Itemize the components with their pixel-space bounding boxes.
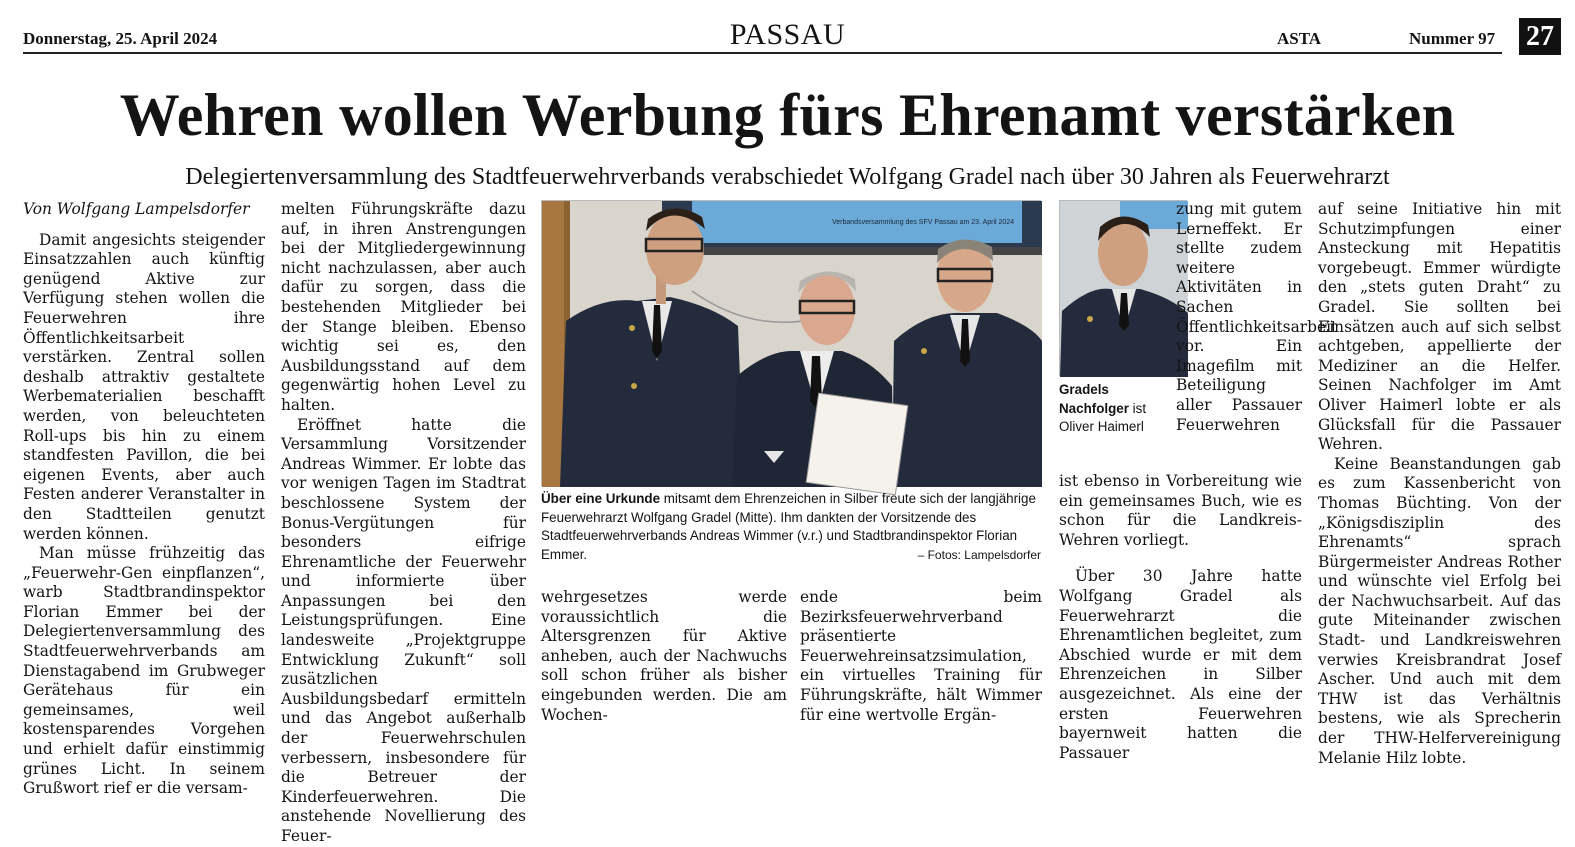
paragraph: Eröffnet hatte die Versammlung Vorsitzender Andreas Wimmer. Er lobte das vor wenigen Tagen im Stadtrat beschlossene System der Bonus-Vergütungen für besonders eifrige Ehrenamtliche der Feuerwehr und informierte über Anpassungen bei den Leistungsprüfungen. Eine landesweite „Projektgruppe Entwicklung Zukunft“ soll zusätzlichen Ausbildungsbedarf ermitteln und das Angebot außerhalb der Feuerwehrschulen verbessern, insbesondere für die Betreuer der Kinderfeuerwehren. Die anstehende Novellierung des Feuer- <box>281 415 526 845</box>
edition-label: ASTA <box>1277 29 1322 48</box>
masthead-rule <box>23 52 1502 54</box>
section-title: PASSAU <box>729 18 846 51</box>
caption-text: mitsamt dem Ehrenzeichen in Silber freute sich der langjährige Feuerwehrarzt Wolfgang Gradel (Mitte). Ihm dankten der Vorsitzende des Stadtfeuerwehrverbands Andreas Wimmer (v.r.) und Stadtbrandinspektor Florian Emmer. <box>541 491 1036 562</box>
article-column-2 <box>281 200 526 845</box>
caption-text: ist Oliver Haimerl <box>1059 400 1147 434</box>
page-number: 27 <box>1519 18 1561 55</box>
issue-date: Donnerstag, 25. April 2024 <box>23 29 218 48</box>
paragraph: wehrgesetzes werde voraussichtlich die Altersgrenzen für Aktive anheben, auch der Nachwuchs soll schon früher als bisher eingebunden werden. Die am Wochen- <box>541 588 787 724</box>
photo-credit: – Fotos: Lampelsdorfer <box>917 548 1041 562</box>
article-column-1 <box>23 200 265 798</box>
byline: Von Wolfgang Lampelsdorfer <box>23 200 250 218</box>
paragraph: Über 30 Jahre hatte Wolfgang Gradel als Feuerwehrarzt die Ehrenamtlichen begleitet, zum Abschied wurde er mit dem Ehrenzeichen in Silber ausgezeichnet. Als eine der ersten Feuerwehren bayernweit hatten die Passauer <box>1059 567 1302 762</box>
paragraph: Damit angesichts steigender Einsatzzahlen auch künftig genügend Aktive zur Verfügung stehen wollen die Feuerwehren ihre Öffentlichkeitsarbeit verstärken. Zentral sollen deshalb attraktiv gestaltete Werbematerialien beschafft werden, von beleuchteten Roll-ups bis hin zu einem standfesten Pavillon, die bei eigenen Events, aber auch Festen anderer Veranstalter in den Stadtteilen genutzt werden können. <box>23 230 265 543</box>
award-photo-caption <box>541 490 1041 565</box>
article-subheadline: Delegiertenversammlung des Stadtfeuerwehrverbands verabschiedet Wolfgang Gradel nach über 30 Jahren als Feuerwehrarzt <box>185 164 1390 190</box>
award-photo <box>541 200 1041 486</box>
paragraph: auf seine Initiative hin mit Schutzimpfungen einer Ansteckung mit Hepatitis vorgebeugt. Emmer würdigte den „stets guten Draht“ zu Gradel. Sie sollten bei Einsätzen auch auf sich selbst achtgeben, appellierte der Mediziner an die Helfer. Seinen Nachfolger im Amt Oliver Haimerl lobte er als Glücksfall für die Passauer Wehren. <box>1318 200 1561 454</box>
article-column-4 <box>800 588 1042 724</box>
award-photo-image <box>542 201 1042 487</box>
paragraph: zung mit gutem Lerneffekt. Er stellte zudem weitere Aktivitäten in Sachen Öffentlichkeitsarbeit vor. Ein Imagefilm mit Beteiligung aller Passauer Feuerwehren <box>1176 200 1338 434</box>
paragraph: ende beim Bezirksfeuerwehrverband präsentierte Feuerwehreinsatzsimulation, ein virtuelles Training für Führungskräfte, hält Wimmer für eine wertvolle Ergän- <box>800 588 1042 724</box>
article-column-5-wide <box>1059 472 1302 762</box>
paragraph: melten Führungskräfte dazu auf, in ihren Anstrengungen bei der Mitgliedergewinnung nicht nachzulassen, aber auch dafür zu sorgen, dass die bestehenden Mitglieder bei der Stange bleiben. Ebenso wichtig sei es, den Ausbildungsstand auf dem gegenwärtig hohen Level zu halten. <box>281 200 526 414</box>
paragraph: ist ebenso in Vorbereitung wie ein gemeinsames Buch, wie es schon für die Landkreis-Wehren vorliegt. <box>1059 472 1302 549</box>
article-column-6 <box>1318 200 1561 767</box>
article-column-5-narrow <box>1176 200 1338 472</box>
article-headline: Wehren wollen Werbung fürs Ehrenamt verstärken <box>119 82 1456 148</box>
paragraph: Keine Beanstandungen gab es zum Kassenbericht von Thomas Büchting. Von der „Königsdisziplin des Ehrenamts“ sprach Bürgermeister Andreas Rother und wünschte viel Erfolg bei der Nachwuchsarbeit. Auf das gute Miteinander zwischen Stadt- und Landkreiswehren verwies Kreisbrandrat Josef Ascher. Und auch mit dem THW ist das Verhältnis bestens, wie als Sprecherin der THW-Helfervereinigung Melanie Hilz lobte. <box>1318 454 1561 767</box>
portrait-photo-image <box>1060 201 1188 377</box>
portrait-photo-caption <box>1059 381 1171 437</box>
article-column-3 <box>541 588 787 724</box>
screen-text: Verbandsversammlung des SFV Passau am 23. April 2024 <box>832 219 1015 226</box>
issue-number: Nummer 97 <box>1409 29 1496 48</box>
paragraph: Man müsse frühzeitig das „Feuerwehr-Gen einpflanzen“, warb Stadtbrandinspektor Florian Emmer bei der Delegiertenversammlung des Stadtfeuerwehrverbands am Dienstagabend im Grubweger Gerätehaus für ein gemeinsames, weil kostensparendes Vorgehen und erhielt dafür einstimmig grünes Licht. In seinem Grußwort rief er die versam- <box>23 544 265 798</box>
caption-lead: Gradels Nachfolger <box>1059 382 1129 416</box>
portrait-photo <box>1059 200 1187 376</box>
caption-lead: Über eine Urkunde <box>541 491 661 506</box>
